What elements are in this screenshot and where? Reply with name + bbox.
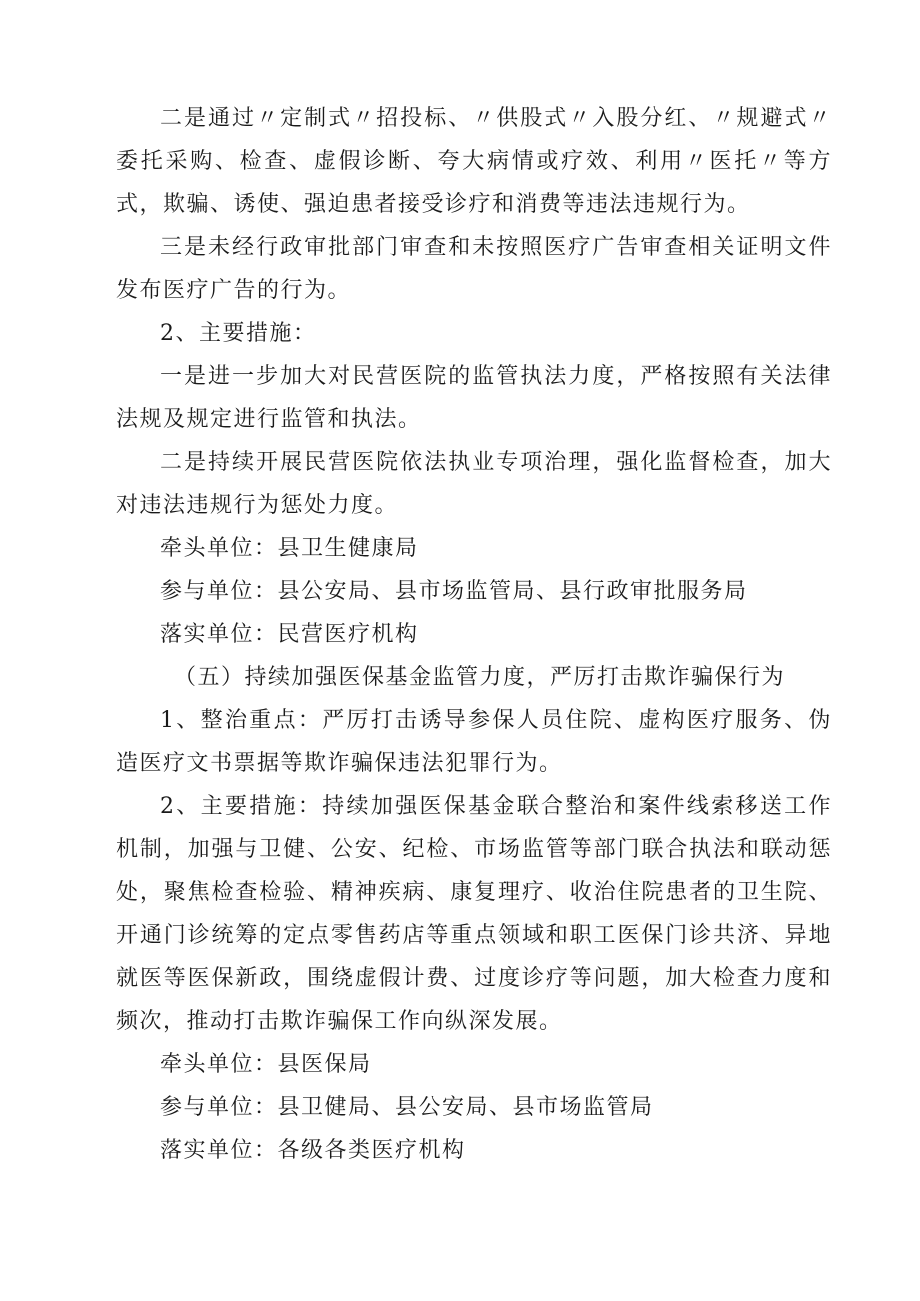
paragraph-participating-units-2: 参与单位：县卫健局、县公安局、县市场监管局 bbox=[160, 1095, 654, 1120]
paragraph-measure-one: 一是进一步加大对民营医院的监管执法力度，严格按照有关法律法规及规定进行监管和执法。 bbox=[116, 364, 832, 432]
paragraph-measures-heading: 2、主要措施： bbox=[160, 321, 317, 346]
paragraph-implementing-unit-2: 落实单位：各级各类医疗机构 bbox=[160, 1138, 466, 1163]
paragraph-measure-two: 二是持续开展民营医院依法执业专项治理，强化监督检查，加大对违法违规行为惩处力度。 bbox=[116, 450, 832, 518]
paragraph-key-focus: 1、整治重点：严厉打击诱导参保人员住院、虚构医疗服务、伪造医疗文书票据等欺诈骗保违法犯罪行为。 bbox=[116, 708, 832, 776]
paragraph-lead-unit-2: 牵头单位：县医保局 bbox=[160, 1052, 372, 1077]
paragraph-violation-two: 二是通过〃定制式〃招投标、〃供股式〃入股分红、〃规避式〃委托采购、检查、虚假诊断、夸大病情或疗效、利用〃医托〃等方式，欺骗、诱使、强迫患者接受诊疗和消费等违法违规行为。 bbox=[116, 106, 832, 217]
paragraph-lead-unit: 牵头单位：县卫生健康局 bbox=[160, 536, 419, 561]
paragraph-violation-three: 三是未经行政审批部门审查和未按照医疗广告审查相关证明文件发布医疗广告的行为。 bbox=[116, 235, 832, 303]
document-body bbox=[116, 97, 832, 1172]
paragraph-main-measures: 2、主要措施：持续加强医保基金联合整治和案件线索移送工作机制，加强与卫健、公安、纪检、市场监管等部门联合执法和联动惩处，聚焦检查检验、精神疾病、康复理疗、收治住院患者的卫生院、开通门诊统筹的定点零售药店等重点领域和职工医保门诊共济、异地就医等医保新政，围绕虚假计费、过度诊疗等问题，加大检查力度和频次，推动打击欺诈骗保工作向纵深发展。 bbox=[116, 794, 832, 1034]
section-heading-five: （五）持续加强医保基金监管力度，严厉打击欺诈骗保行为 bbox=[174, 665, 786, 690]
paragraph-implementing-unit: 落实单位：民营医疗机构 bbox=[160, 622, 419, 647]
paragraph-participating-units: 参与单位：县公安局、县市场监管局、县行政审批服务局 bbox=[160, 579, 748, 604]
